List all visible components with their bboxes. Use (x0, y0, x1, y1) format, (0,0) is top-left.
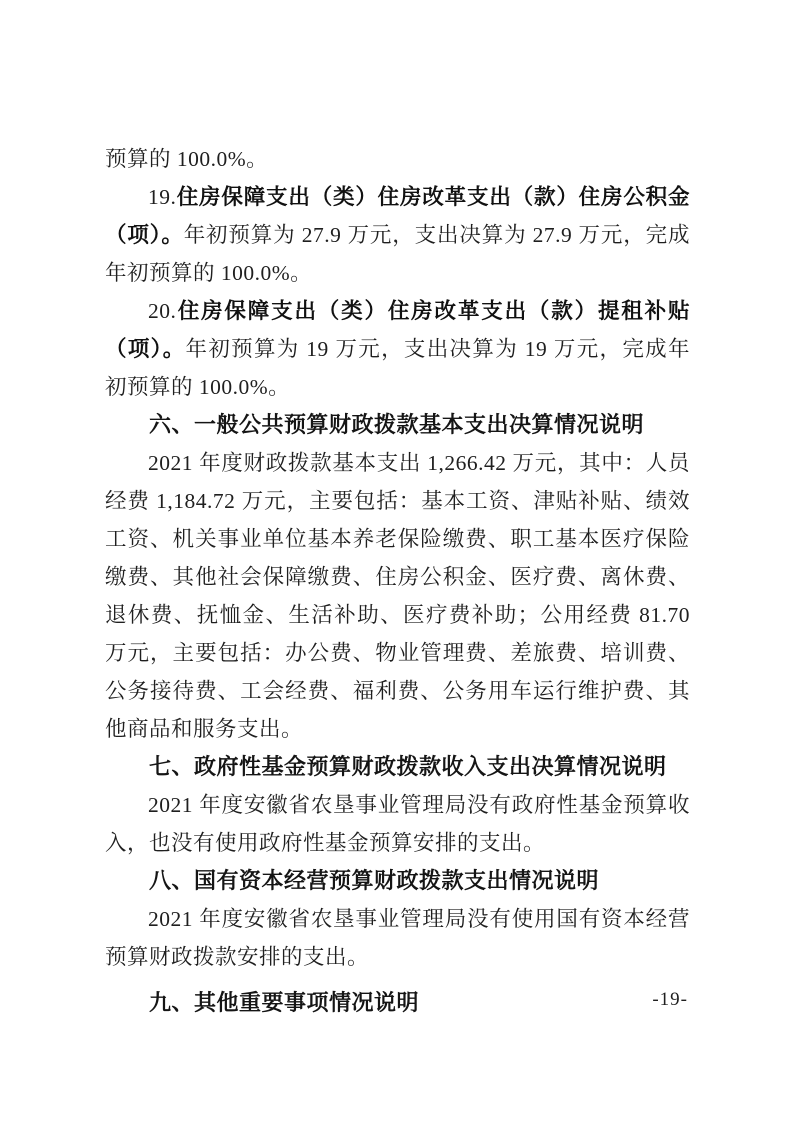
item-19-number: 19. (148, 185, 177, 209)
section-7-heading: 七、政府性基金预算财政拨款收入支出决算情况说明 (149, 754, 667, 779)
section-9-heading: 九、其他重要事项情况说明 (149, 990, 420, 1015)
item-19-title: 住房保障支出（类）住房改革支出（款）住房公积金（项）。 (105, 185, 690, 247)
carryover-text: 预算的 100.0%。 (105, 147, 269, 171)
section-7-paragraph: 2021 年度安徽省农垦事业管理局没有政府性基金预算收入，也没有使用政府性基金预算安排的支出。 (105, 793, 690, 855)
section-6-paragraph: 2021 年度财政拨款基本支出 1,266.42 万元，其中：人员经费 1,184.72 万元，主要包括：基本工资、津贴补贴、绩效工资、机关事业单位基本养老保险缴费、职工基本医疗保险缴费、其他社会保障缴费、住房公积金、医疗费、离休费、退休费、抚恤金、生活补助、医疗费补助；公用经费 81.70 万元，主要包括：办公费、物业管理费、差旅费、培训费、公务接待费、工会经费、福利费、公务用车运行维护费、其他商品和服务支出。 (105, 451, 690, 741)
document-body (105, 140, 690, 1022)
item-20-number: 20. (148, 299, 177, 323)
section-8-heading: 八、国有资本经营预算财政拨款支出情况说明 (149, 868, 600, 893)
carryover-paragraph (105, 140, 690, 178)
item-20-text: 年初预算为 19 万元，支出决算为 19 万元，完成年初预算的 100.0%。 (105, 337, 690, 399)
item-19-paragraph (105, 178, 690, 292)
section-6-heading: 六、一般公共预算财政拨款基本支出决算情况说明 (149, 412, 645, 437)
item-19-text: 年初预算为 27.9 万元，支出决算为 27.9 万元，完成年初预算的 100.0%。 (105, 223, 690, 285)
item-20-title: 住房保障支出（类）住房改革支出（款）提租补贴（项）。 (105, 299, 690, 361)
item-20-paragraph (105, 292, 690, 406)
page-number: -19- (652, 989, 688, 1010)
section-8-paragraph: 2021 年度安徽省农垦事业管理局没有使用国有资本经营预算财政拨款安排的支出。 (105, 907, 690, 969)
